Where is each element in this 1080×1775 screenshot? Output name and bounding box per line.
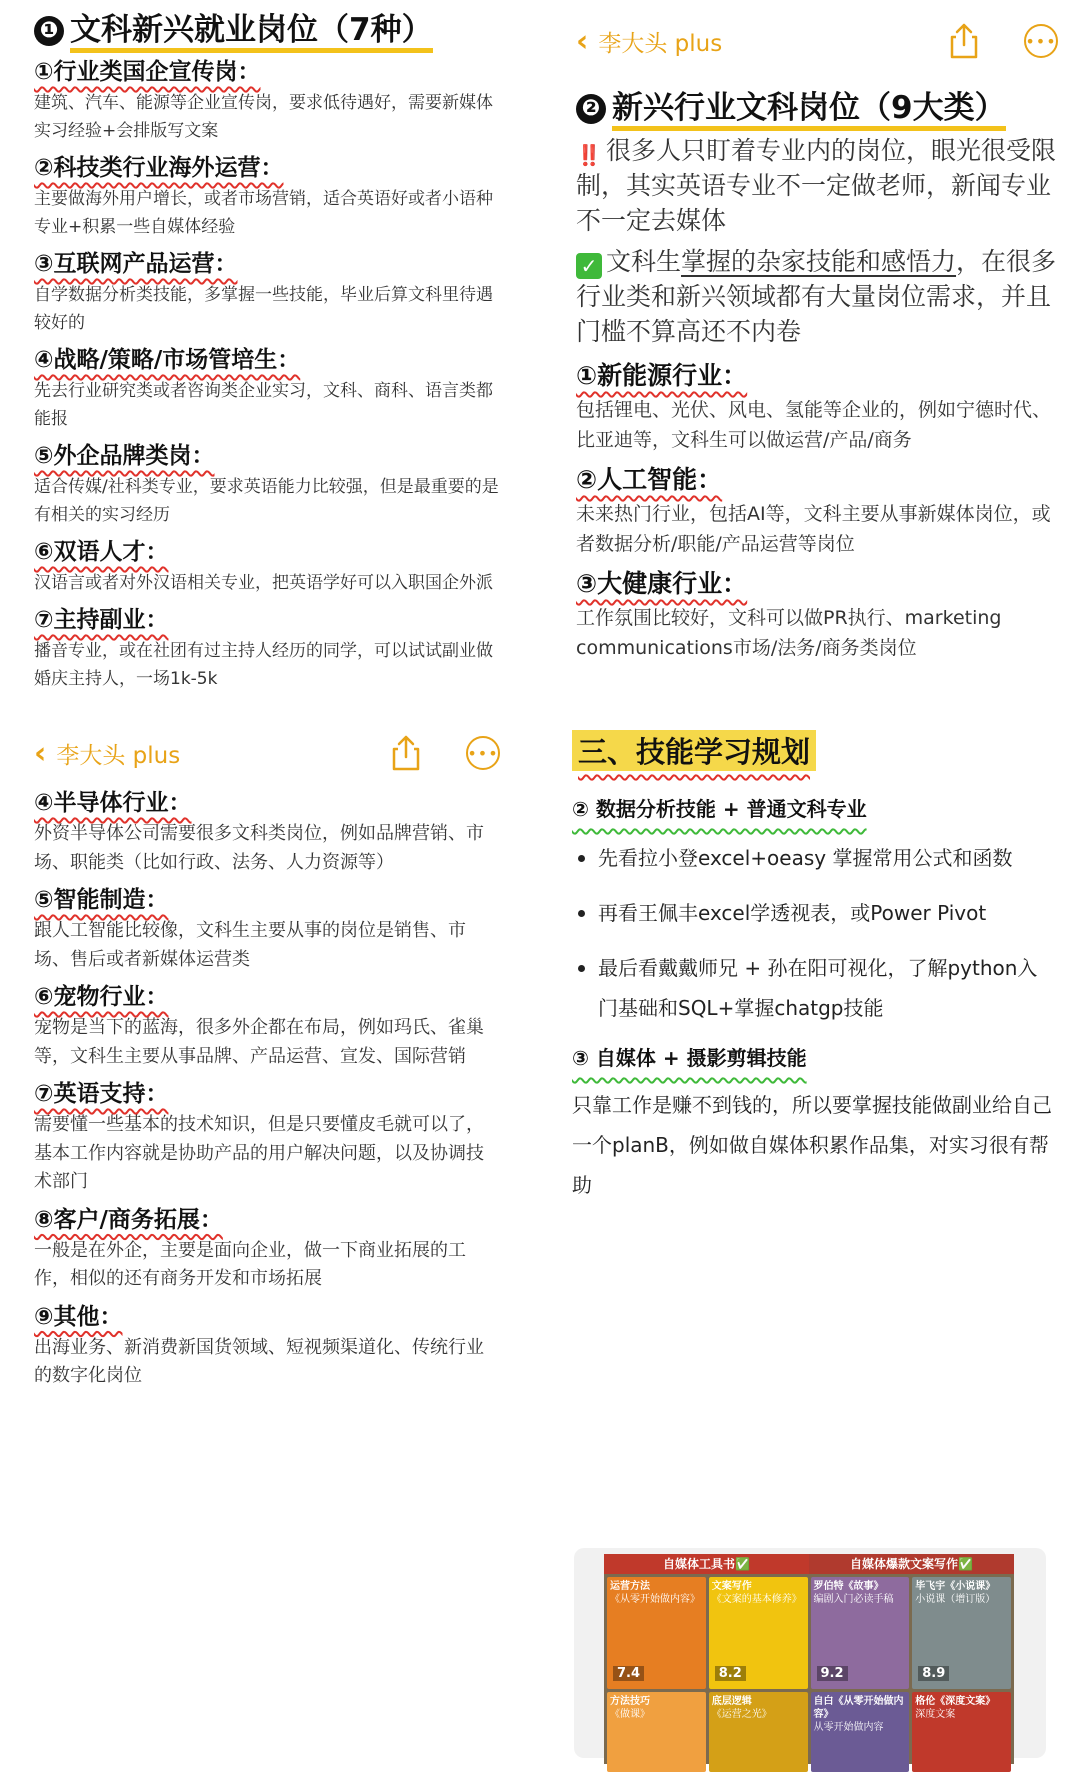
section-heading: ③大健康行业： (576, 569, 748, 598)
section-body: 宠物是当下的蓝海，很多外企都在布局，例如玛氏、雀巢等，文科生主要从事品牌、产品运营、宣发、国际营销 (34, 1017, 484, 1067)
book-rating: 7.4 (613, 1666, 644, 1681)
section-list (576, 355, 1058, 663)
collage-board (604, 1554, 1014, 1764)
collage-grid (604, 1574, 1014, 1775)
section-body: 外资半导体公司需要很多文科类岗位，例如品牌营销、市场、职能类（比如行政、法务、人力资源等） (34, 823, 484, 873)
lead-text-2b: ，在很多行业类和新兴领域都有大量岗位需求，并且门槛不算高还不内卷 (576, 247, 1057, 346)
section-item (34, 53, 502, 145)
collage-header (604, 1554, 1014, 1574)
bullet-item: 先看拉小登excel+oeasy 掌握常用公式和函数 (572, 838, 1052, 878)
nav-bar (34, 720, 500, 786)
section-item (576, 355, 1058, 455)
title-number-badge: ❶ (34, 16, 64, 46)
panel-new-industries-cont (0, 720, 530, 1440)
bullet-list (572, 838, 1052, 1028)
section-item (34, 978, 500, 1071)
book-subtitle: 深度文案 (915, 1709, 956, 1720)
collage-left-header: 自媒体工具书✅ (604, 1554, 809, 1574)
section-heading: ④战略/策略/市场管培生： (34, 347, 301, 373)
page-title (34, 4, 433, 49)
section-heading: ①新能源行业： (576, 361, 748, 390)
book-subtitle: 小说课（增订版） (915, 1594, 996, 1605)
lead-paragraph-2 (576, 244, 1058, 349)
book-rating: 8.9 (918, 1666, 949, 1681)
book-cover (607, 1577, 706, 1689)
section-body: 包括锂电、光伏、风电、氢能等企业的，例如宁德时代、比亚迪等，文科生可以做运营/产品/商务 (576, 399, 1052, 451)
self-media-paragraph: 只靠工作是赚不到钱的，所以要掌握技能做副业给自己一个planB，例如做自媒体积累作品集，对实习很有帮助 (572, 1093, 1052, 1197)
section-body: 适合传媒/社科类专业，要求英语能力比较强，但是最重要的是有相关的实习经历 (34, 477, 499, 525)
section-item (34, 1075, 500, 1197)
section-heading: ⑦英语支持： (34, 1081, 169, 1107)
book-title: 罗伯特《故事》 (813, 1581, 884, 1592)
back-chevron-icon[interactable]: ‹ (576, 23, 589, 59)
skill-plan-title: 三、技能学习规划 (572, 730, 816, 771)
book-cover (912, 1577, 1011, 1689)
book-title: 自白《从零开始做内容》 (813, 1696, 904, 1720)
section-body: 建筑、汽车、能源等企业宣传岗，要求低待遇好，需要新媒体实习经验+会排版写文案 (34, 93, 493, 141)
book-subtitle: 编剧入门必读手稿 (813, 1594, 894, 1605)
book-title: 文案写作 (711, 1581, 752, 1592)
section-heading: ⑥双语人才： (34, 539, 169, 565)
section-heading: ⑥宠物行业： (34, 984, 169, 1010)
title-number-badge: ❷ (576, 94, 606, 124)
section-heading: ⑨其他： (34, 1303, 123, 1330)
section-item (34, 149, 502, 241)
lead-paragraph-1 (576, 133, 1058, 238)
nav-bar (576, 0, 1058, 82)
book-subtitle: 《运营之光》 (711, 1709, 772, 1720)
book-title: 方法技巧 (610, 1696, 650, 1707)
share-icon[interactable] (386, 733, 426, 773)
check-mark-icon: ✓ (576, 253, 602, 279)
subheading-data-analysis: ② 数据分析技能 + 普通文科专业 (572, 797, 867, 821)
section-body: 先去行业研究类或者咨询类企业实习，文科、商科、语言类都能报 (34, 381, 493, 429)
lead-text-1: 很多人只盯着专业内的岗位，眼光很受限制，其实英语专业不一定做老师，新闻专业不一定去媒体 (576, 136, 1057, 235)
section-item (576, 563, 1058, 663)
section-item (34, 245, 502, 337)
book-title: 运营方法 (610, 1581, 650, 1592)
section-heading: ⑧客户/商务拓展： (34, 1206, 223, 1233)
panel-emerging-jobs (0, 0, 530, 720)
account-name[interactable]: 李大头 plus (56, 742, 181, 769)
section-heading: ⑤外企品牌类岗： (34, 443, 215, 469)
section-body: 未来热门行业，包括AI等，文科主要从事新媒体岗位，或者数据分析/职能/产品运营等岗位 (576, 503, 1051, 555)
bullet-item: 再看王佩丰excel学透视表，或Power Pivot (572, 893, 1052, 933)
section-body: 播音专业，或在社团有过主持人经历的同学，可以试试副业做婚庆主持人，一场1k-5k (34, 641, 493, 689)
section-item (34, 341, 502, 433)
section-list (34, 53, 502, 693)
share-icon[interactable] (944, 21, 984, 61)
section-body: 汉语言或者对外汉语相关专业，把英语学好可以入职国企外派 (34, 573, 493, 593)
book-subtitle: 《做课》 (610, 1709, 650, 1720)
section-item (34, 437, 502, 529)
double-exclamation-icon: ‼️ (576, 143, 602, 167)
book-subtitle: 从零开始做内容 (813, 1722, 884, 1733)
title-text: 文科新兴就业岗位（7种） (70, 12, 433, 53)
book-subtitle: 《从零开始做内容》 (610, 1594, 700, 1605)
section-body: 自学数据分析类技能，多掌握一些技能，毕业后算文科里待遇较好的 (34, 285, 493, 333)
panel-skill-plan (540, 720, 1080, 1733)
book-cover (912, 1692, 1011, 1772)
section-body: 工作氛围比较好，文科可以做PR执行、marketing communications市场/法务/商务类岗位 (576, 607, 1002, 659)
account-name[interactable]: 李大头 plus (598, 30, 723, 57)
section-heading: ⑦主持副业： (34, 607, 169, 633)
section-body: 出海业务、新消费新国货领域、短视频渠道化、传统行业的数字化岗位 (34, 1336, 484, 1386)
section-heading: ②科技类行业海外运营： (34, 155, 284, 181)
section-body: 主要做海外用户增长，或者市场营销，适合英语好或者小语种专业+积累一些自媒体经验 (34, 189, 493, 237)
more-options-icon[interactable]: ••• (1024, 24, 1058, 58)
section-heading: ②人工智能： (576, 465, 723, 494)
section-body: 跟人工智能比较像，文科生主要从事的岗位是销售、市场、售后或者新媒体运营类 (34, 920, 466, 970)
section-item (34, 533, 502, 597)
book-cover (709, 1577, 808, 1689)
section-heading: ④半导体行业： (34, 790, 192, 816)
section-body: 需要懂一些基本的技术知识，但是只要懂皮毛就可以了，基本工作内容就是协助产品的用户解决问题，以及协调技术部门 (34, 1114, 484, 1192)
section-body: 一般是在外企，主要是面向企业，做一下商业拓展的工作，相似的还有商务开发和市场拓展 (34, 1239, 466, 1289)
lead-text-2-underlined: 掌握的杂家技能和感悟力 (681, 247, 957, 276)
book-rating: 8.2 (715, 1666, 746, 1681)
lead-text-2a: 文科生 (606, 247, 682, 276)
collage-right-header: 自媒体爆款文案写作✅ (809, 1554, 1014, 1574)
back-chevron-icon[interactable]: ‹ (34, 735, 47, 771)
book-cover (607, 1692, 706, 1772)
book-title: 毕飞宇《小说课》 (915, 1581, 996, 1592)
section-heading: ③互联网产品运营： (34, 251, 238, 277)
section-item (34, 1298, 500, 1391)
section-heading: ⑤智能制造： (34, 887, 169, 913)
section-item (34, 1201, 500, 1294)
subheading-self-media: ③ 自媒体 + 摄影剪辑技能 (572, 1046, 807, 1070)
section-item (34, 601, 502, 693)
section-title (576, 82, 1006, 127)
book-collage-image (574, 1548, 1046, 1758)
more-options-icon[interactable]: ••• (466, 736, 500, 770)
book-cover (709, 1692, 808, 1772)
book-title: 格伦《深度文案》 (915, 1696, 996, 1707)
section-item (576, 459, 1058, 559)
section-item (34, 881, 500, 974)
panel-new-industries (540, 0, 1080, 720)
bullet-item: 最后看戴戴师兄 + 孙在阳可视化，了解python入门基础和SQL+掌握chatgp技能 (572, 948, 1052, 1028)
book-cover (811, 1692, 910, 1772)
book-title: 底层逻辑 (711, 1696, 752, 1707)
book-subtitle: 《文案的基本修养》 (711, 1594, 802, 1605)
title-text: 新兴行业文科岗位（9大类） (612, 90, 1006, 131)
section-heading: ①行业类国企宣传岗： (34, 59, 261, 85)
book-cover (811, 1577, 910, 1689)
section-list (34, 784, 500, 1391)
section-item (34, 784, 500, 877)
book-rating: 9.2 (817, 1666, 848, 1681)
